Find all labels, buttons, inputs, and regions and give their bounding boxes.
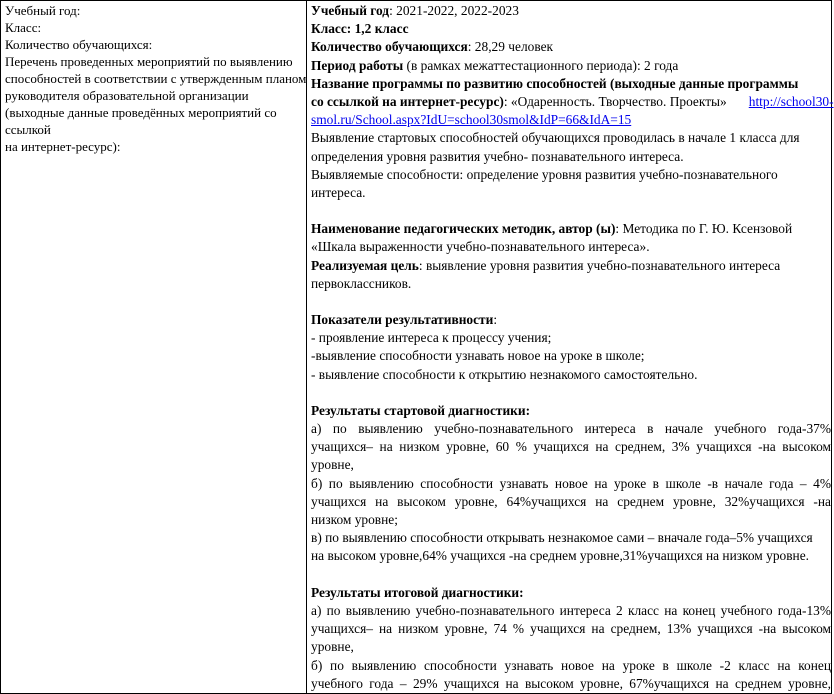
count-line <box>311 38 831 56</box>
period-value: (в рамках межаттестационного периода): 2 года <box>403 57 679 73</box>
label-events-line-3: руководителя образовательной организации <box>5 88 249 103</box>
indicators-label: Показатели результативности <box>311 312 494 328</box>
final-result-a-line-3: уровне, <box>311 639 354 655</box>
final-results-title: Результаты итоговой диагностики: <box>311 584 524 600</box>
method-line-1 <box>311 220 831 238</box>
abilities-line-2: интереса. <box>311 185 366 201</box>
indicators-colon: : <box>493 312 498 328</box>
indicator-item: - проявление интереса к процессу учения; <box>311 330 552 346</box>
year-value: : 2021-2022, 2022-2023 <box>389 3 519 18</box>
start-paragraph-line-2: определения уровня развития учебно- познавательного интереса. <box>311 148 684 164</box>
details-cell <box>307 1 832 694</box>
indicators-heading <box>311 311 831 329</box>
final-result-b-line-2: учебного года – 29% учащихся на высоком уровне, 67%учащихся на среднем уровне, <box>311 675 831 691</box>
label-events-line-6: на интернет-ресурс): <box>5 139 121 154</box>
start-result-b-line-2: учащихся на высоком уровне, 64%учащихся на среднем уровне, 32%учащихся -на <box>311 493 831 509</box>
start-result-a-line-3: уровне, <box>311 457 354 473</box>
period-line <box>311 57 831 75</box>
start-result-c-line-1: в) по выявлению способности открывать незнакомое сами – вначале года–5% учащихся <box>311 530 813 546</box>
abilities-line-1: Выявляемые способности: определение уровня развития учебно-познавательного <box>311 166 778 182</box>
spacer <box>311 293 831 311</box>
start-result-c-line-2: на высоком уровне,64% учащихся -на среднем уровне,31%учащихся на низком уровне. <box>311 548 809 564</box>
start-result-b-line-1: б) по выявлению способности узнавать новое на уроке в школе -в начале года – 4% <box>311 475 831 491</box>
final-result-a-line-2: учащихся– на низком уровне, 74 % учащихся на среднем, 13% учащихся -на высоком <box>311 621 831 637</box>
goal-label: Реализуемая цель <box>311 257 419 273</box>
program-label-line-1: Название программы по развитию способностей (выходные данные программы <box>311 75 799 91</box>
goal-value: : выявление уровня развития учебно-познавательного интереса <box>418 257 781 273</box>
final-result-b-line-1: б) по выявлению способности узнавать новое на уроке в школе -2 класс на конец <box>311 657 831 673</box>
method-value: : Методика по Г. Ю. Ксензовой <box>615 221 793 237</box>
program-label-line-2: со ссылкой на интернет-ресурс) <box>311 94 504 110</box>
start-result-a-line-1: а) по выявлению учебно-познавательного интереса в начале учебного года-37% <box>311 421 831 437</box>
program-link-part-1[interactable]: http://school30- <box>748 94 834 110</box>
goal-line-1 <box>311 257 831 275</box>
spacer <box>311 566 831 584</box>
labels-cell <box>1 1 307 694</box>
start-results-title: Результаты стартовой диагностики: <box>311 402 531 418</box>
year-label: Учебный год <box>311 3 390 18</box>
label-events-line-5: ссылкой <box>5 122 51 137</box>
label-events-line-2: способностей в соответствии с утвержденным планом <box>5 71 307 86</box>
program-link-part-2[interactable]: smol.ru/School.aspx?IdU=school30smol&IdP=66&IdA=15 <box>311 112 632 128</box>
period-label: Период работы <box>311 57 404 73</box>
count-value: : 28,29 человек <box>467 39 554 55</box>
label-events-line-4: (выходные данные проведённых мероприятий со <box>5 105 277 120</box>
goal-line-2: первоклассников. <box>311 275 412 291</box>
label-events-line-1: Перечень проведенных мероприятий по выявлению <box>5 54 293 69</box>
count-label: Количество обучающихся <box>311 39 468 55</box>
indicator-item: - выявление способности к открытию незнакомого самостоятельно. <box>311 366 698 382</box>
label-year: Учебный год: <box>5 3 81 18</box>
program-value: : «Одаренность. Творчество. Проекты» <box>503 94 727 110</box>
final-result-a-line-1: а) по выявлению учебно-познавательного интереса 2 класс на конец учебного года-13% <box>311 602 831 618</box>
program-line-2 <box>311 93 834 111</box>
method-label: Наименование педагогических методик, автор (ы) <box>311 221 616 237</box>
program-link-line <box>311 111 831 129</box>
spacer <box>311 384 831 402</box>
label-class: Класс: <box>5 20 42 35</box>
indicator-item: -выявление способности узнавать новое на уроке в школе; <box>311 348 645 364</box>
table-row <box>1 1 832 694</box>
spacer <box>311 202 831 220</box>
method-line-2: «Шкала выраженности учебно-познавательного интереса». <box>311 239 650 255</box>
start-result-a-line-2: учащихся– на низком уровне, 60 % учащихся на среднем, 3% учащихся -на высоком <box>311 439 831 455</box>
start-result-b-line-3: низком уровне; <box>311 512 398 528</box>
start-paragraph-line-1: Выявление стартовых способностей обучающихся проводилась в начале 1 класса для <box>311 130 800 146</box>
class-line: Класс: 1,2 класс <box>311 21 409 37</box>
year-line <box>311 2 831 20</box>
label-student-count: Количество обучающихся: <box>5 37 153 52</box>
